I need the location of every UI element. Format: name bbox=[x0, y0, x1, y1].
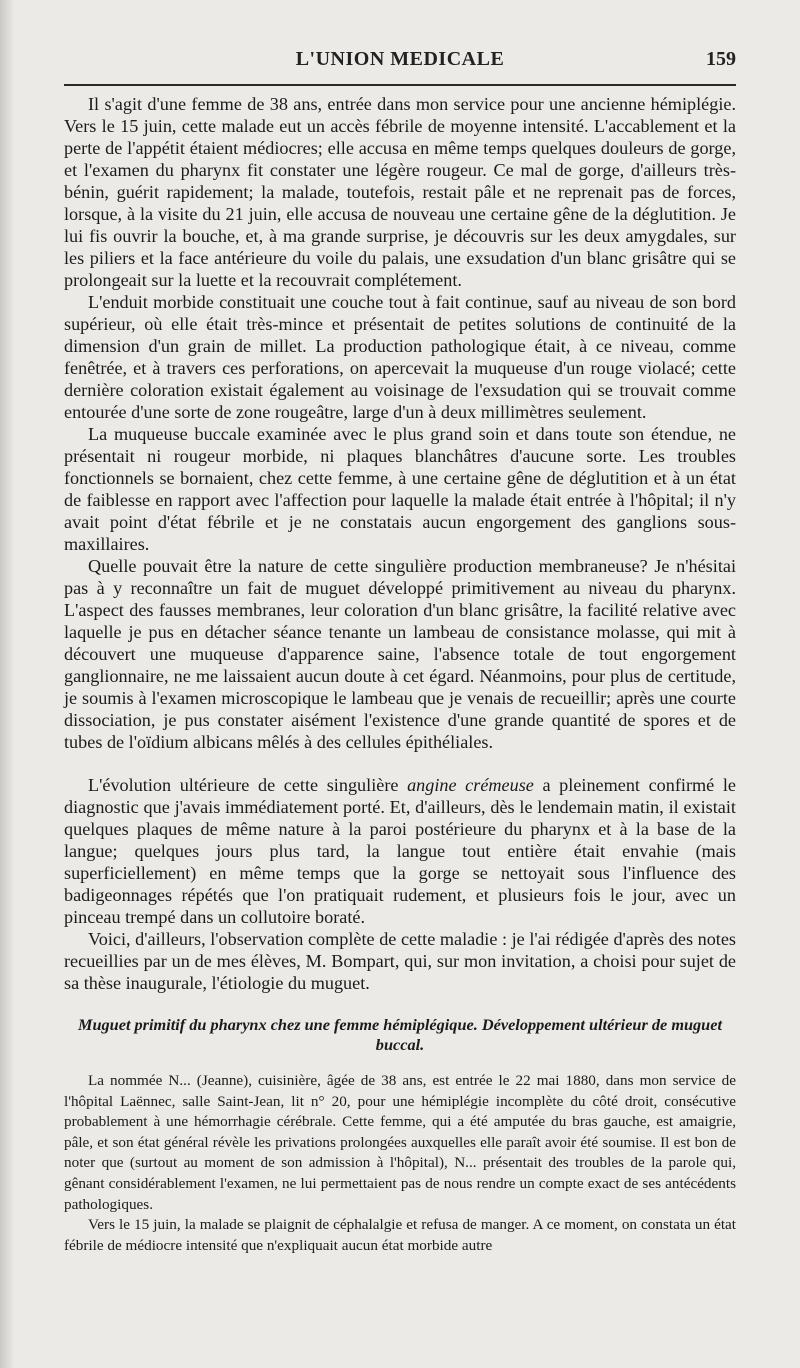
section-gap bbox=[64, 753, 736, 774]
paragraph-3: La muqueuse buccale examinée avec le plus grand soin et dans toute son étendue, ne présentait ni rougeur morbide, ni plaques blanchâtres d'aucune sorte. Les troubles fonctionnels se bornaient, chez cette femme, à une certaine gêne de déglutition et à un état de faiblesse en rapport avec l'affection pour laquelle la malade était entrée à l'hôpital; il n'y avait point d'état fébrile et je ne constatais aucun engorgement des ganglions sous-maxillaires. bbox=[64, 424, 736, 554]
section-gap bbox=[64, 994, 736, 1015]
paragraph-2: L'enduit morbide constituait une couche tout à fait continue, sauf au niveau de son bord supérieur, où elle était très-mince et présentait de petites solutions de continuité de la dimension d'un grain de millet. La production pathologique était, à ce niveau, comme fenêtrée, et à travers ces perforations, on apercevait la muqueuse d'un rouge violacé; cette dernière coloration existait également au voisinage de l'exsudation qui se trouvait comme entourée d'une sorte de zone rougeâtre, large d'un à deux millimètres seulement. bbox=[64, 292, 736, 422]
paragraph-6: Voici, d'ailleurs, l'observation complète de cette maladie : je l'ai rédigée d'après des notes recueillies par un de mes élèves, M. Bompart, qui, sur mon invitation, a choisi pour sujet de sa thèse inaugurale, l'étiologie du muguet. bbox=[64, 929, 736, 993]
running-title: L'UNION MEDICALE bbox=[295, 48, 505, 70]
paragraph-4: Quelle pouvait être la nature de cette singulière production membraneuse? Je n'hésitai pas à y reconnaître un fait de muguet développé primitivement au niveau du pharynx. L'aspect des fausses membranes, leur coloration d'un blanc grisâtre, la facilité relative avec laquelle je pus en détacher séance tenante un lambeau de consistance molasse, qui mit à découvert une muqueuse d'apparence saine, l'absence totale de tout engorgement ganglionnaire, ne me laissaient aucun doute à cet égard. Néanmoins, pour plus de certitude, je soumis à l'examen microscopique le lambeau que je venais de recueillir; après une courte dissociation, je pus constater aisément l'existence d'une grande quantité de spores et de tubes de l'oïdium albicans mêlés à des cellules épithéliales. bbox=[64, 556, 736, 752]
page-number: 159 bbox=[706, 48, 736, 70]
title-gap bbox=[64, 1055, 736, 1071]
paragraph-5 bbox=[64, 774, 736, 928]
header-rule bbox=[64, 84, 736, 86]
paragraph-5-start: L'évolution ultérieure de cette singulière bbox=[88, 775, 408, 795]
paragraph-5-end: a pleinement confirmé le diagnostic que j'avais immédiatement porté. Et, d'ailleurs, dès le lendemain matin, il existait quelques plaques de même nature à la paroi postérieure du pharynx et à la base de la langue; quelques jours plus tard, la langue tout entière était envahie (mais superficiellement) en même temps que la gorge se nettoyait sous l'influence des badigeonnages répétés que l'on pratiquait rudement, et plusieurs fois le jour, avec un pinceau trempé dans un collutoire boraté. bbox=[64, 775, 736, 927]
observation-text bbox=[64, 1071, 736, 1256]
article-body bbox=[64, 93, 736, 1256]
observation-title: Muguet primitif du pharynx chez une femme hémiplégique. Développement ultérieur de muguet buccal. bbox=[77, 1015, 722, 1054]
page-edge bbox=[0, 0, 14, 1368]
observation-paragraph-2: Vers le 15 juin, la malade se plaignit de céphalalgie et refusa de manger. A ce moment, on constata un état fébrile de médiocre intensité que n'expliquait aucun état morbide autre bbox=[64, 1216, 736, 1254]
paragraph-1: Il s'agit d'une femme de 38 ans, entrée dans mon service pour une ancienne hémiplégie. Vers le 15 juin, cette malade eut un accès fébrile de moyenne intensité. L'accablement et la perte de l'appétit étaient médiocres; elle accusa en même temps quelques douleurs de gorge, et l'examen du pharynx fit constater une légère rougeur. Ce mal de gorge, d'ailleurs très-bénin, guérit rapidement; la malade, toutefois, restait pâle et ne reprenait pas de forces, lorsque, à la visite du 21 juin, elle accusa de nouveau une certaine gêne de la déglutition. Je lui fis ouvrir la bouche, et, à ma grande surprise, je découvris sur les deux amygdales, sur les piliers et la face antérieure du voile du palais, une exsudation d'un blanc grisâtre qui se prolongeait sur la luette et la recouvrait complétement. bbox=[64, 94, 736, 290]
observation-paragraph-1: La nommée N... (Jeanne), cuisinière, âgée de 38 ans, est entrée le 22 mai 1880, dans mon service de l'hôpital Laënnec, salle Saint-Jean, lit n° 20, pour une hémiplégie incomplète du côté droit, consécutive probablement à une hémorrhagie cérébrale. Cette femme, qui a été amputée du bras gauche, est amaigrie, pâle, et son état général révèle les privations prolongées auxquelles elle paraît avoir été soumise. Il est bon de noter que (surtout au moment de son admission à l'hôpital), N... présentait des troubles de la parole qui, gênant considérablement l'examen, ne lui permettaient pas de nous rendre un compte exact de ses antécédents pathologiques. bbox=[64, 1072, 736, 1213]
page-header bbox=[0, 40, 800, 80]
italic-term: angine crémeuse bbox=[407, 775, 534, 795]
